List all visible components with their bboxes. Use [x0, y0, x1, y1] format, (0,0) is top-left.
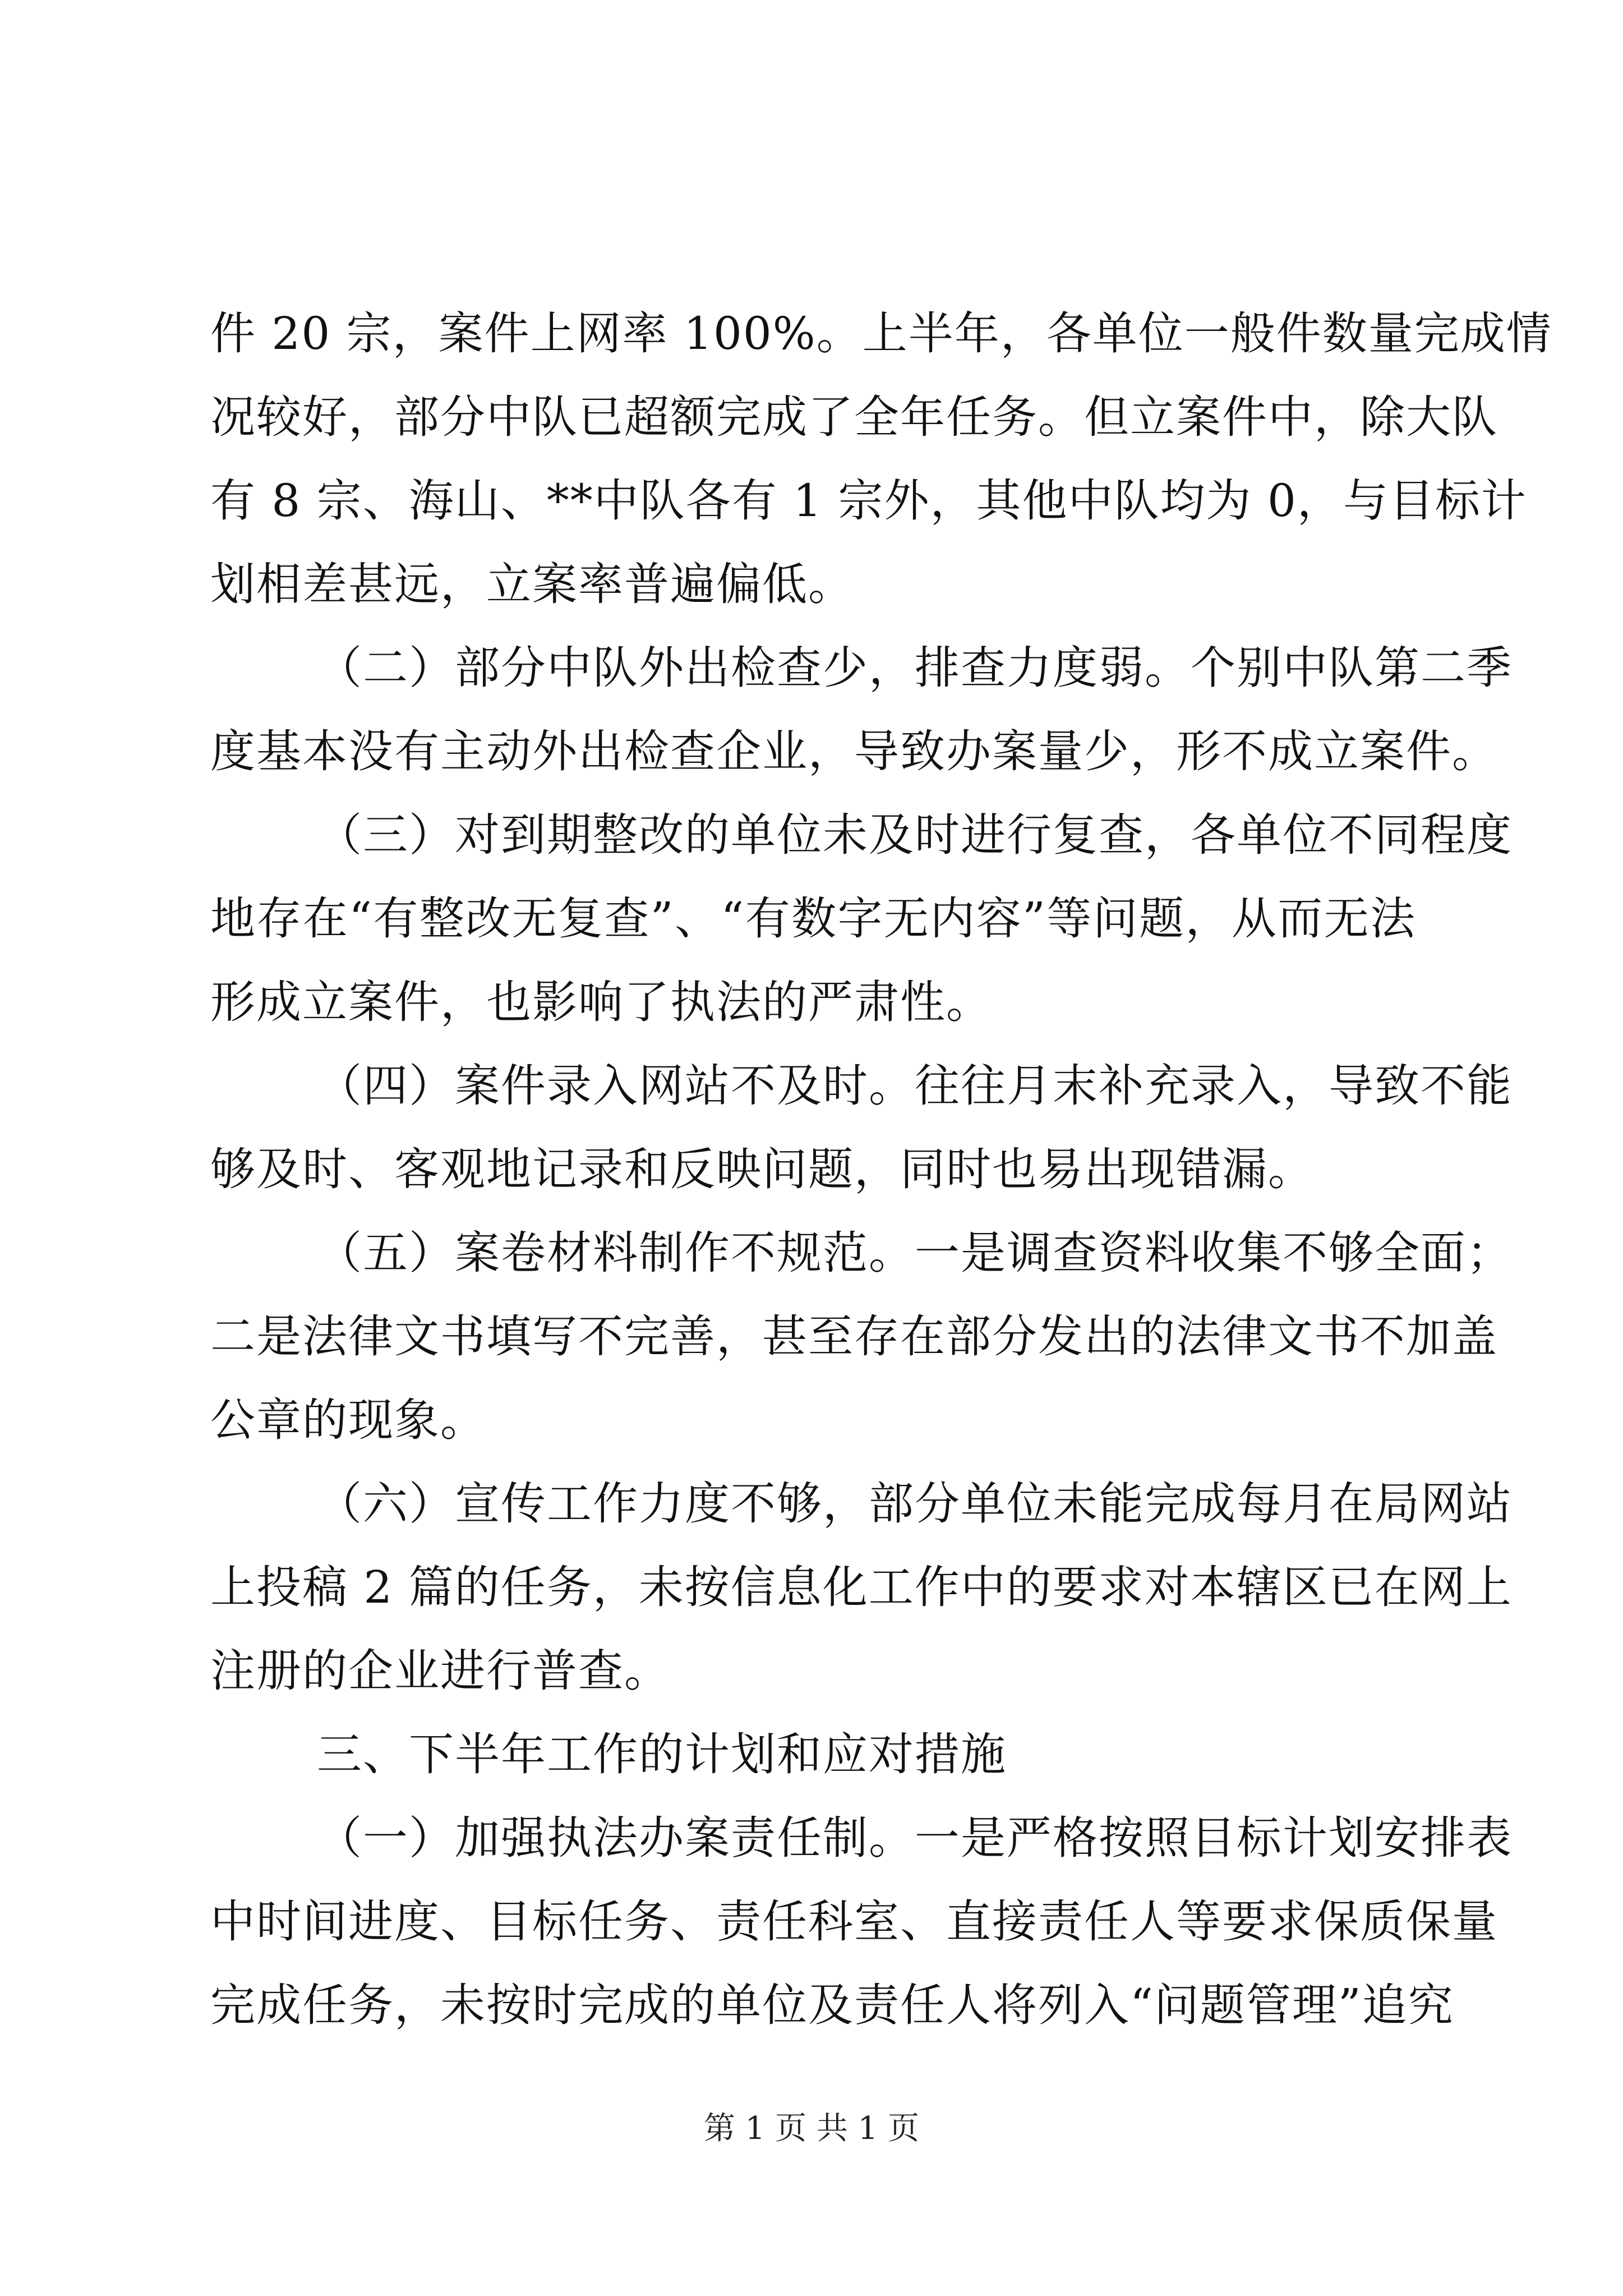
paragraph-heading-line: （三）对到期整改的单位未及时进行复查，各单位不同程度: [317, 809, 1513, 861]
paragraph-heading-line: （四）案件录入网站不及时。往往月末补充录入，导致不能: [317, 1060, 1513, 1112]
page-footer: 第 1 页 共 1 页: [703, 2110, 920, 2147]
section-heading: 三、下半年工作的计划和应对措施: [317, 1728, 1007, 1780]
text-line: 有 8 宗、海山、**中队各有 1 宗外，其他中队均为 0，与目标计: [210, 475, 1527, 527]
paragraph-heading-line: （二）部分中队外出检查少，排查力度弱。个别中队第二季: [317, 642, 1513, 694]
text-line: 地存在“有整改无复查”、“有数字无内容”等问题，从而无法: [210, 892, 1416, 945]
text-line: 划相差甚远，立案率普遍偏低。: [210, 558, 854, 610]
document-body: [210, 292, 1552, 2047]
text-line: 上投稿 2 篇的任务，未按信息化工作中的要求对本辖区已在网上: [210, 1561, 1513, 1613]
text-line: 度基本没有主动外出检查企业，导致办案量少，形不成立案件。: [210, 725, 1498, 777]
text-line: 况较好，部分中队已超额完成了全年任务。但立案件中，除大队: [210, 391, 1498, 443]
text-line: 公章的现象。: [210, 1394, 486, 1446]
text-line: 中时间进度、目标任务、责任科室、直接责任人等要求保质保量: [210, 1895, 1498, 1948]
text-line: 够及时、客观地记录和反映问题，同时也易出现错漏。: [210, 1143, 1314, 1195]
paragraph-heading-line: （六）宣传工作力度不够，部分单位未能完成每月在局网站: [317, 1478, 1513, 1530]
text-line: 完成任务，未按时完成的单位及责任人将列入“问题管理”追究: [210, 1979, 1454, 2031]
text-line: 注册的企业进行普查。: [210, 1645, 670, 1697]
paragraph-heading-line: （五）案卷材料制作不规范。一是调查资料收集不够全面；: [317, 1227, 1513, 1279]
text-line: 二是法律文书填写不完善，甚至存在部分发出的法律文书不加盖: [210, 1310, 1498, 1363]
paragraph-heading-line: （一）加强执法办案责任制。一是严格按照目标计划安排表: [317, 1812, 1513, 1864]
text-line: 件 20 宗，案件上网率 100%。上半年，各单位一般件数量完成情: [210, 307, 1552, 360]
text-line: 形成立案件，也影响了执法的严肃性。: [210, 976, 992, 1028]
